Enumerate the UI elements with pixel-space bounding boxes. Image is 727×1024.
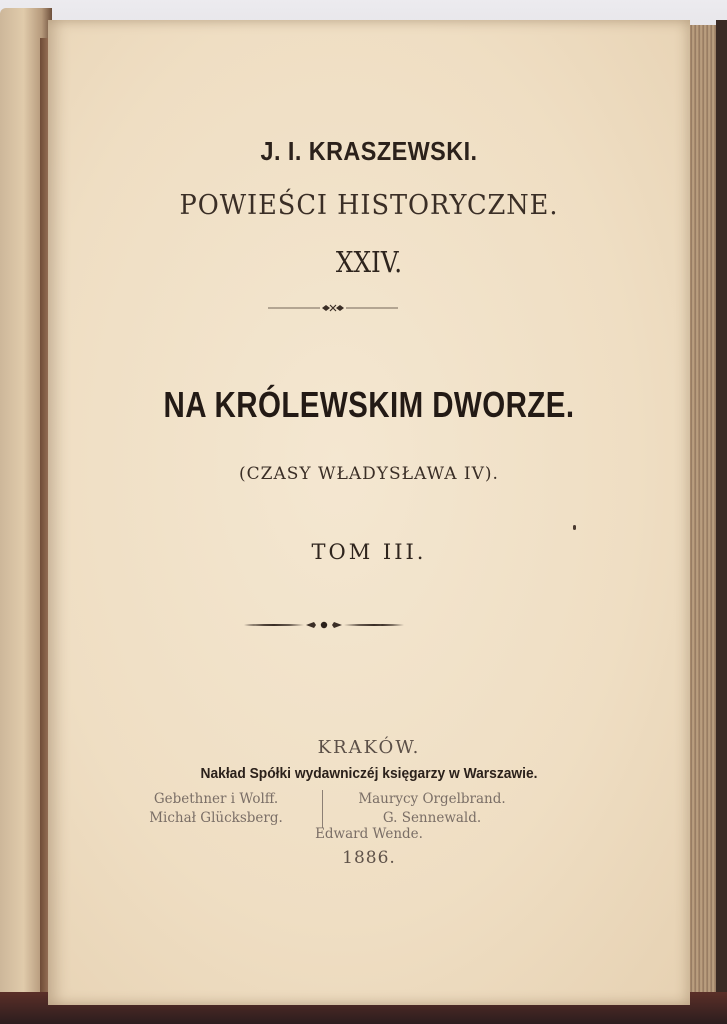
book-subtitle: (CZASY WŁADYSŁAWA IV). — [239, 464, 499, 484]
booksellers-left — [116, 790, 316, 828]
book-cover-edge — [716, 20, 727, 1015]
series-title: POWIEŚCI HISTORYCZNE. — [179, 190, 559, 221]
ornament-rule-icon — [244, 618, 404, 632]
tome-number: TOM III. — [311, 540, 427, 564]
bookseller-name: Gebethner i Wolff. — [153, 791, 279, 807]
title-page — [48, 20, 690, 1005]
bookseller-name: Maurycy Orgelbrand. — [358, 791, 506, 807]
author-name: J. I. KRASZEWSKI. — [260, 136, 478, 166]
booksellers-right — [332, 790, 532, 828]
imprint-publisher: Nakład Spółki wydawniczéj księgarzy w Warszawie. — [200, 765, 538, 782]
column-divider — [322, 790, 323, 828]
bookseller-name: G. Sennewald. — [382, 810, 482, 826]
ornament-rule-icon — [268, 302, 398, 314]
bookseller-name: Michał Glücksberg. — [149, 810, 283, 826]
imprint-city: KRAKÓW. — [317, 737, 421, 758]
paper-speck — [573, 525, 576, 530]
volume-number: XXIV. — [335, 245, 403, 279]
publication-year: 1886. — [342, 848, 396, 868]
bookseller-center: Edward Wende. — [315, 826, 423, 842]
book-title: NA KRÓLEWSKIM DWORZE. — [163, 384, 575, 425]
